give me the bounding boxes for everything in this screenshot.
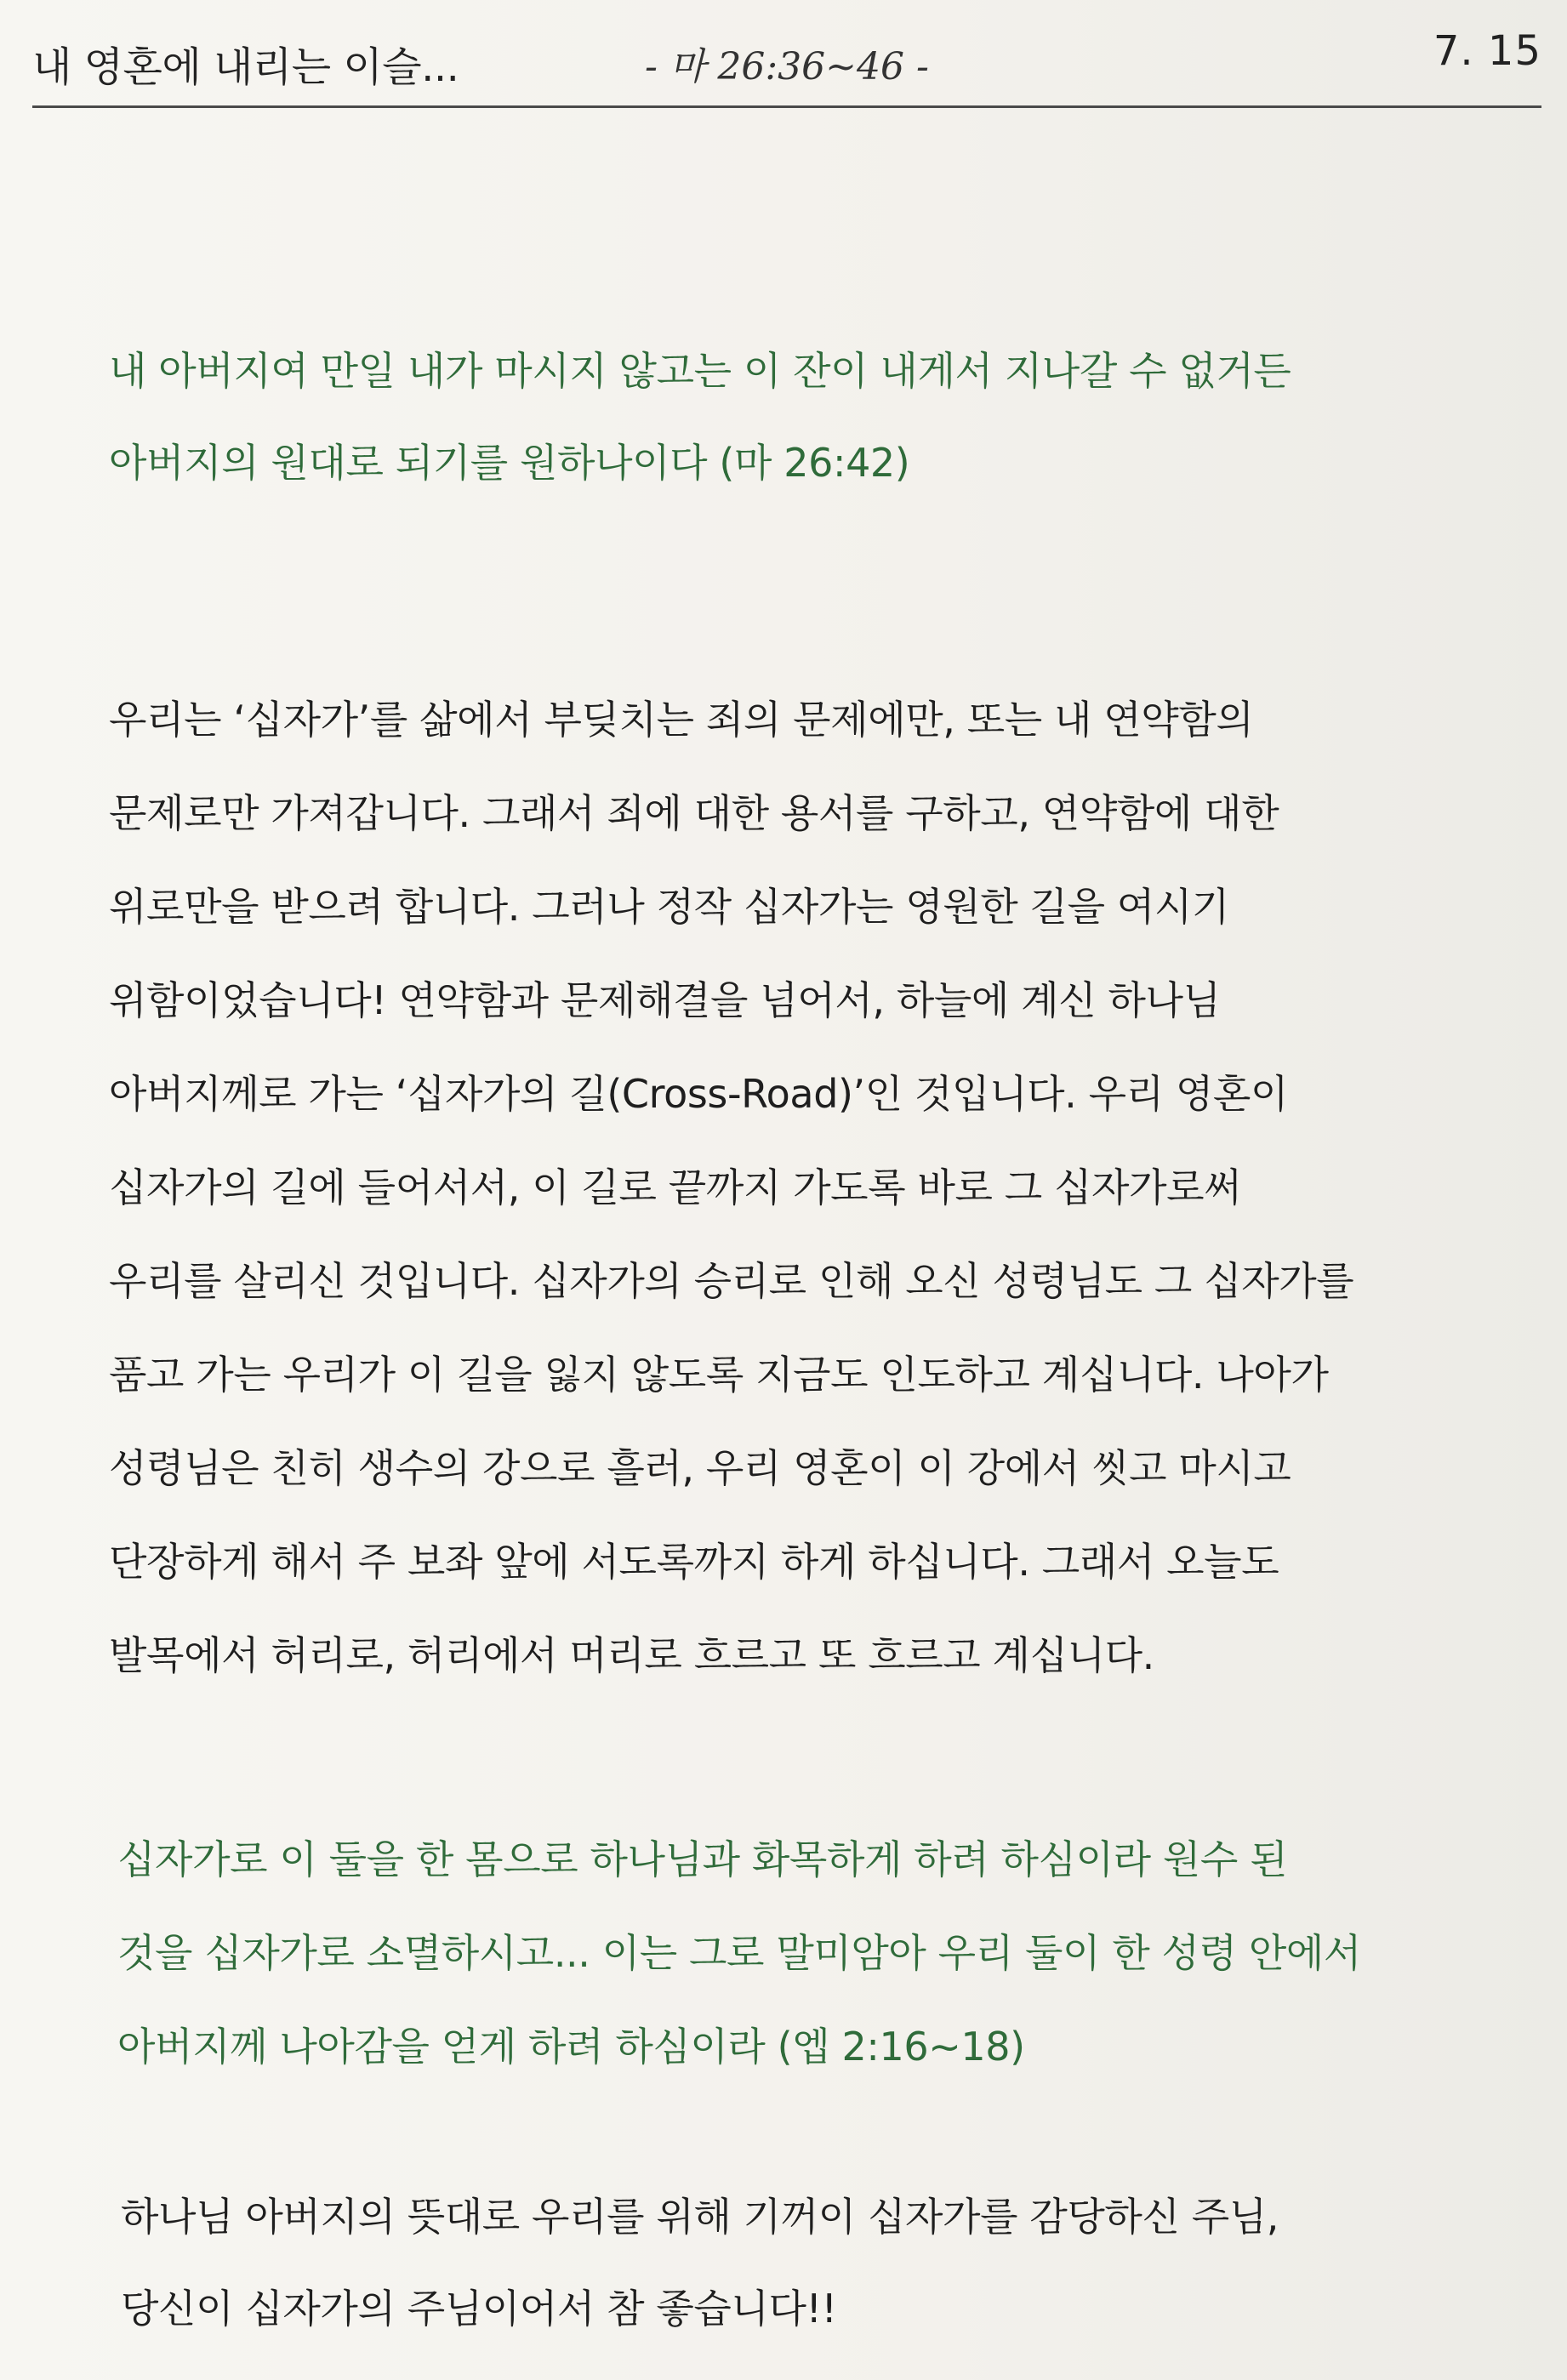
verse-line: 아버지의 원대로 되기를 원하나이다 (마 26:42) — [109, 440, 910, 486]
prayer-line: 하나님 아버지의 뜻대로 우리를 위해 기꺼이 십자가를 감당하신 주님, — [121, 2194, 1279, 2240]
book-title: 내 영혼에 내리는 이슬... — [32, 43, 459, 91]
body-line: 위함이었습니다! 연약함과 문제해결을 넘어서, 하늘에 계신 하나님 — [109, 977, 1221, 1023]
verse-line: 아버지께 나아감을 얻게 하려 하심이라 (엡 2:16~18) — [117, 2024, 1025, 2070]
verse-line: 십자가로 이 둘을 한 몸으로 하나님과 화목하게 하려 하심이라 원수 된 — [117, 1836, 1288, 1882]
prayer-line: 당신이 십자가의 주님이어서 참 좋습니다!! — [121, 2286, 837, 2332]
body-line: 단장하게 해서 주 보좌 앞에 서도록까지 하게 하십니다. 그래서 오늘도 — [109, 1539, 1279, 1585]
body-line: 아버지께로 가는 ‘십자가의 길(Cross-Road)’인 것입니다. 우리 영혼이 — [109, 1071, 1289, 1117]
body-line: 위로만을 받으려 합니다. 그러나 정작 십자가는 영원한 길을 여시기 — [109, 884, 1229, 930]
body-line: 우리는 ‘십자가’를 삶에서 부딪치는 죄의 문제에만, 또는 내 연약함의 — [109, 697, 1254, 743]
body-line: 품고 가는 우리가 이 길을 잃지 않도록 지금도 인도하고 계십니다. 나아가 — [109, 1352, 1329, 1398]
verse-line: 내 아버지여 만일 내가 마시지 않고는 이 잔이 내게서 지나갈 수 없거든 — [109, 348, 1291, 394]
body-line: 발목에서 허리로, 허리에서 머리로 흐르고 또 흐르고 계십니다. — [109, 1632, 1154, 1678]
scripture-reference: - 마 26:36~46 - — [645, 45, 929, 88]
page-date: 7. 15 — [1433, 27, 1541, 75]
body-line: 성령님은 친히 생수의 강으로 흘러, 우리 영혼이 이 강에서 씻고 마시고 — [109, 1445, 1291, 1491]
header-divider — [32, 105, 1541, 108]
body-line: 문제로만 가져갑니다. 그래서 죄에 대한 용서를 구하고, 연약함에 대한 — [109, 790, 1279, 836]
body-line: 우리를 살리신 것입니다. 십자가의 승리로 인해 오신 성령님도 그 십자가를 — [109, 1258, 1354, 1304]
verse-line: 것을 십자가로 소멸하시고... 이는 그로 말미암아 우리 둘이 한 성령 안에서 — [117, 1930, 1361, 1976]
page-header — [32, 27, 1541, 104]
body-line: 십자가의 길에 들어서서, 이 길로 끝까지 가도록 바로 그 십자가로써 — [109, 1164, 1242, 1210]
